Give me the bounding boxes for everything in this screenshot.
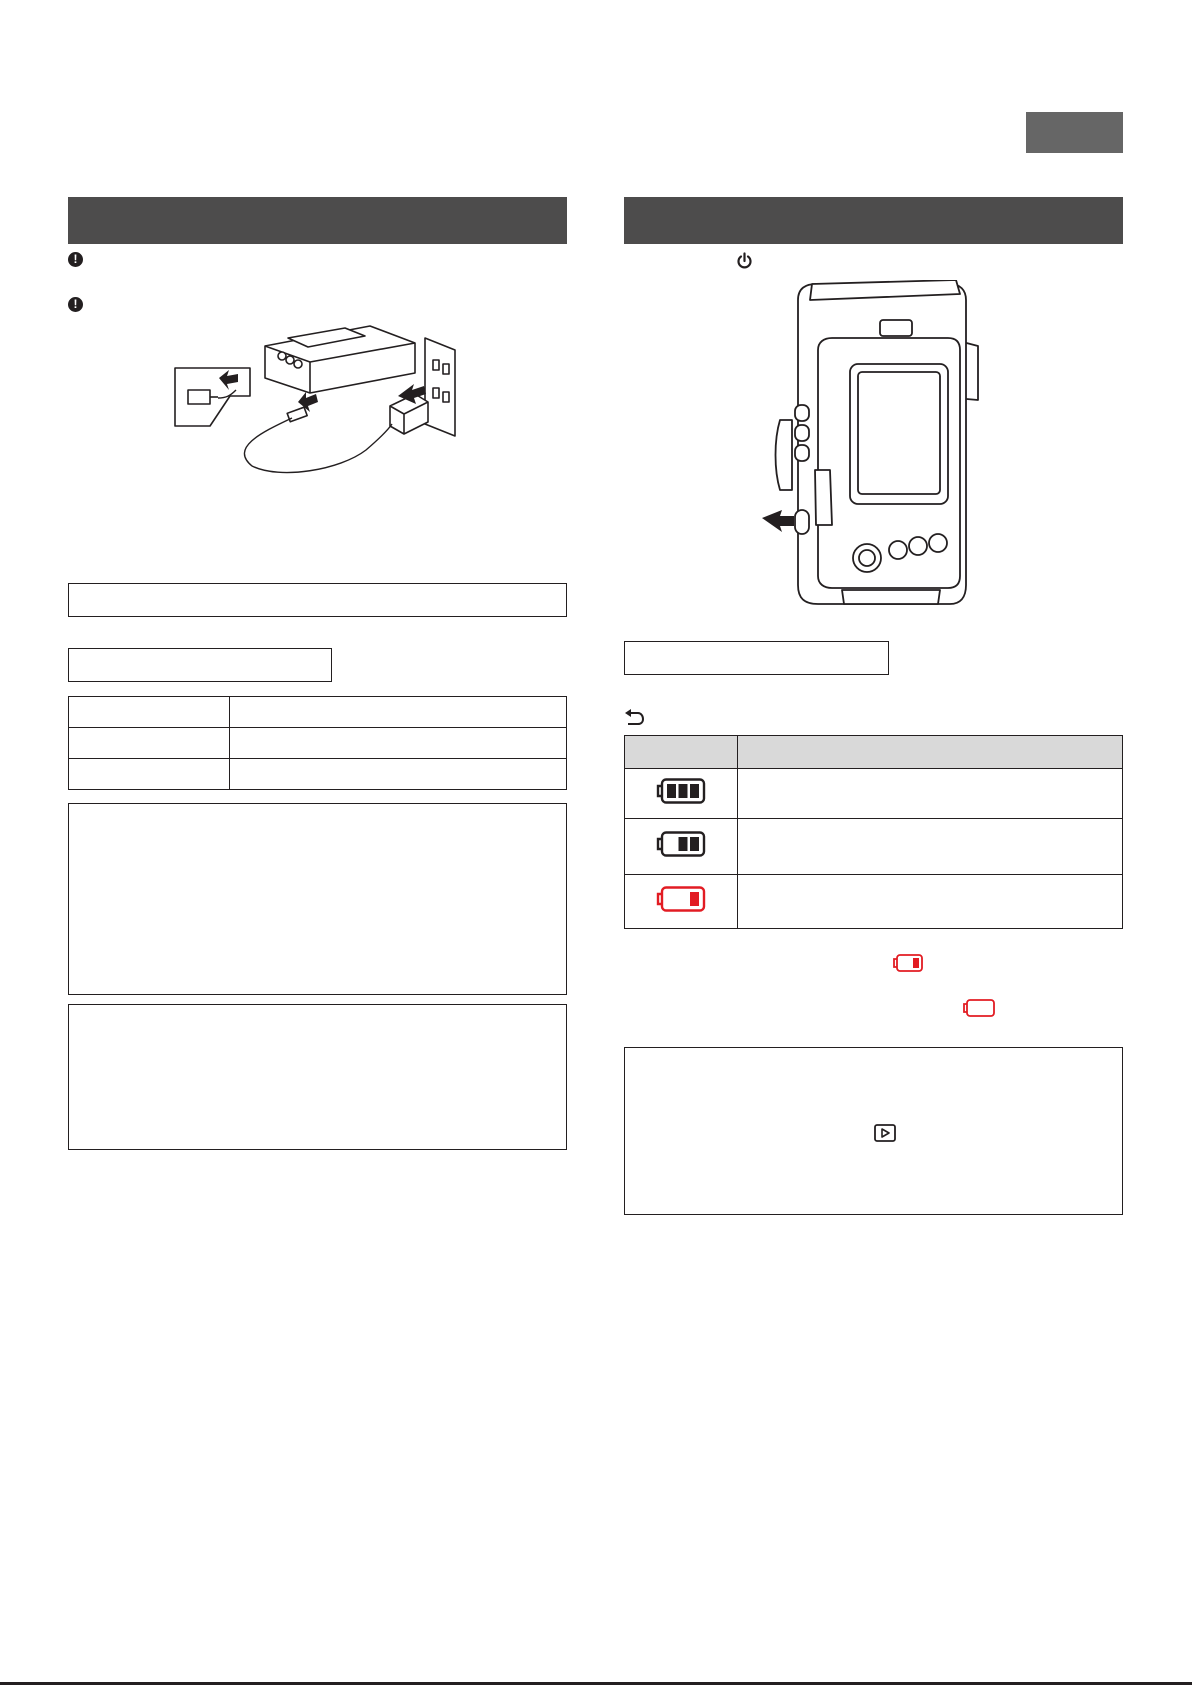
power-icon: [736, 252, 753, 270]
table-row: [69, 697, 567, 728]
battery-cell: [625, 875, 738, 929]
note-bar: [68, 583, 567, 617]
battery-table: [624, 735, 1123, 929]
back-arrow-icon: [624, 708, 644, 726]
note-box: [68, 803, 567, 995]
battery-cell: [625, 819, 738, 875]
left-section-header: [68, 197, 567, 244]
playback-icon: [874, 1124, 896, 1142]
table-header-cell: [738, 736, 1123, 769]
battery-low-icon: [893, 954, 923, 972]
warning-icon: !: [68, 252, 83, 267]
table-row: [69, 728, 567, 759]
warning-icon: !: [68, 297, 83, 312]
table-row: [69, 759, 567, 790]
battery-low-icon: [656, 886, 706, 912]
table-row: [625, 875, 1123, 929]
table-header-cell: [625, 736, 738, 769]
right-section-header: [624, 197, 1123, 244]
battery-empty-icon: [963, 999, 995, 1017]
battery-description-cell: [738, 875, 1123, 929]
camera-charging-illustration: [170, 318, 470, 478]
battery-description-cell: [738, 769, 1123, 819]
note-box: [68, 1004, 567, 1150]
table-row: [625, 769, 1123, 819]
table-row: [625, 819, 1123, 875]
language-tab: [1026, 112, 1123, 153]
battery-cell: [625, 769, 738, 819]
battery-full-icon: [656, 778, 706, 804]
battery-medium-icon: [656, 831, 706, 857]
battery-description-cell: [738, 819, 1123, 875]
spec-table: [68, 696, 567, 790]
camera-back-illustration: [760, 280, 985, 620]
subheading-box: [624, 641, 889, 675]
table-header-row: [625, 736, 1123, 769]
subheading-box: [68, 648, 332, 682]
